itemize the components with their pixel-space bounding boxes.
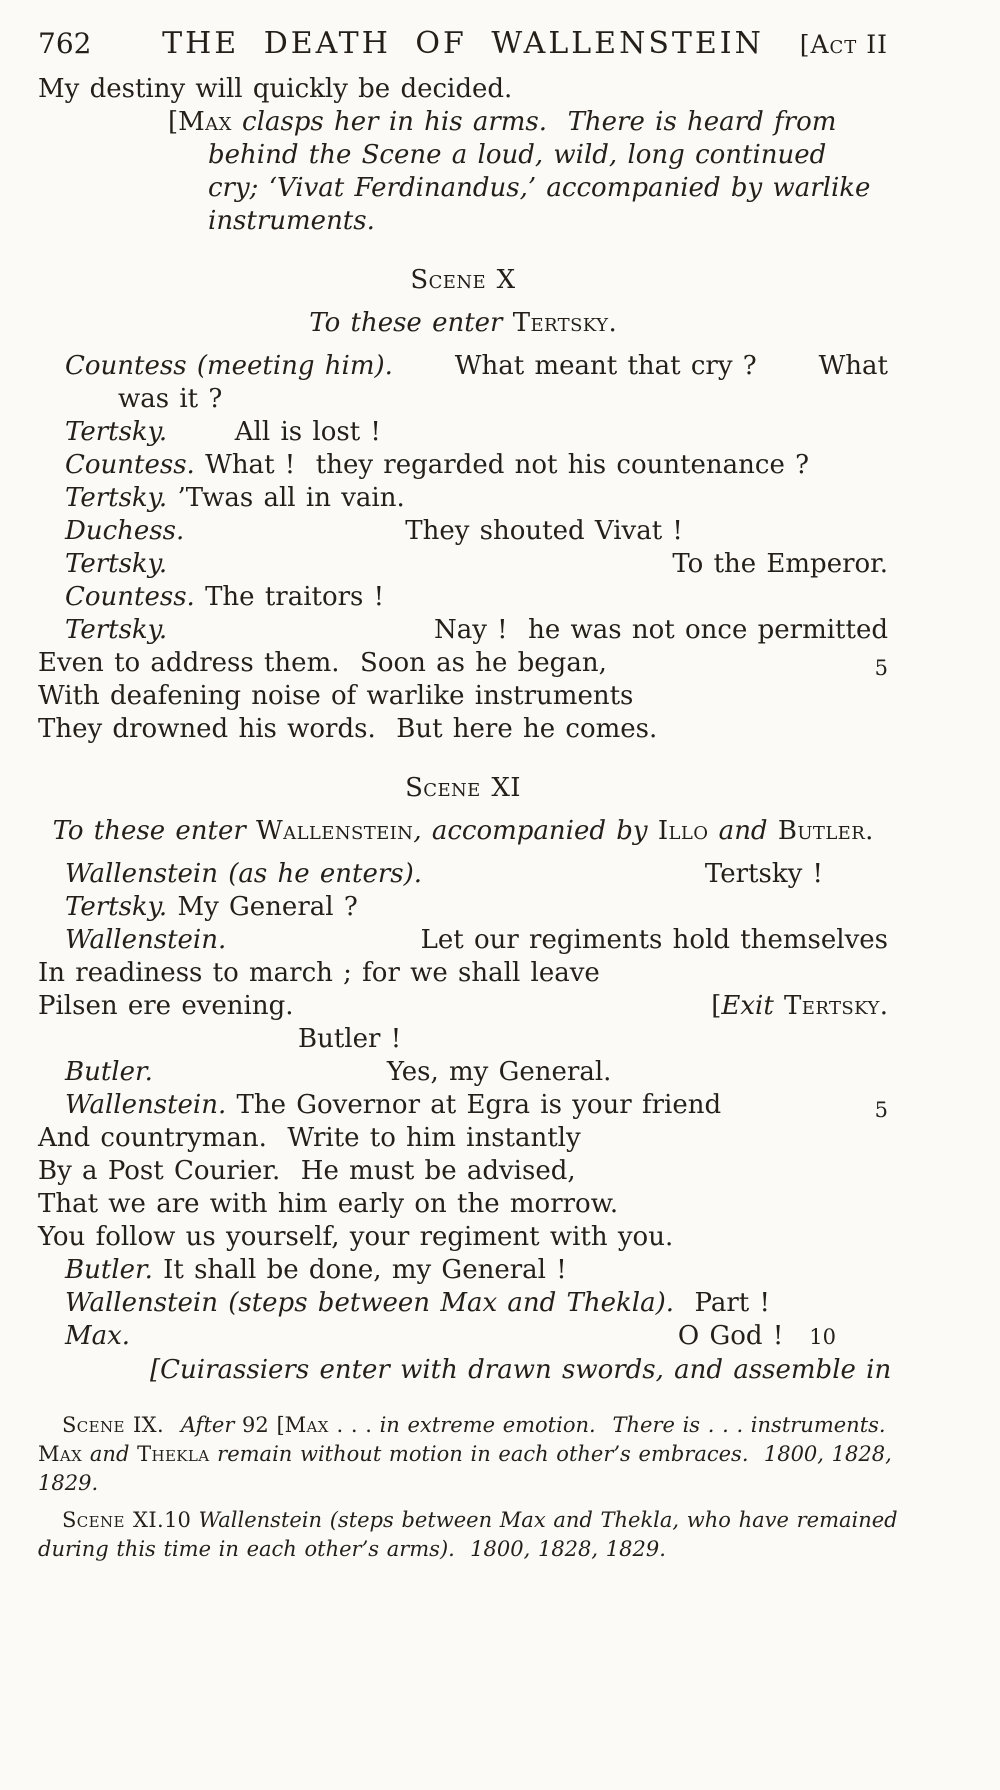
text-segment: Thekla [137,1442,210,1466]
text-line [38,1287,888,1320]
text-segment: Tertsky ! [704,859,823,889]
text-line [38,924,888,957]
text-segment: All is lost ! [234,417,381,447]
text-segment: To these enter [52,816,257,846]
text-segment: [ [711,991,722,1021]
text-segment: and [708,816,778,846]
text-line [38,73,888,106]
text-segment: and [82,1442,138,1466]
text-segment: 1829. [38,1471,99,1495]
text-segment: What ! they regarded not his countenance ? [194,450,810,480]
text-segment: Even to address them. Soon as he began, [38,648,607,678]
text-segment: My destiny will quickly be decided. [38,74,513,104]
text-segment: instruments. [208,206,375,236]
text-segment: After [180,1413,243,1437]
text-line [38,891,888,924]
text-line [38,614,888,647]
text-segment: Let our regiments hold themselves [420,925,888,955]
text-segment: In readiness to march ; for we shall leave [38,958,600,988]
text-segment: Tertsky. [65,549,168,579]
text-segment: during this time in each other’s arms). 1800, 1828, 1829. [38,1537,666,1561]
text-segment: [Cuirassiers enter with drawn swords, and assemble in [150,1355,892,1385]
stage-direction [38,139,888,172]
footnote-line [38,1535,888,1564]
text-segment: They drowned his words. But here he comes. [38,714,658,744]
text-segment: With deafening noise of warlike instruments [38,681,634,711]
text-line [38,482,888,515]
footnotes [38,1411,898,1564]
text-segment: You follow us yourself, your regiment with you. [38,1222,674,1252]
text-segment: Tertsky. [65,615,168,645]
text-line [38,1089,888,1122]
text-segment: was it ? [118,384,223,414]
stage-direction [38,172,888,205]
text-segment: Illo [657,816,709,846]
text-segment: Tertsky. [65,483,168,513]
text-segment: Duchess. [65,516,185,546]
text-segment: By a Post Courier. He must be advised, [38,1156,576,1186]
text-segment: That we are with him early on the morrow. [38,1189,619,1219]
scene-heading [38,772,888,805]
text-segment: 10 [164,1508,199,1532]
text-segment: behind the Scene a loud, wild, long continued [208,140,827,170]
text-line [38,1188,888,1221]
text-line [38,957,888,990]
text-segment: Tertsky [512,308,609,338]
text-line [38,515,888,548]
text-segment: ’Twas all in vain. [167,483,405,513]
text-segment: Part ! [673,1288,770,1318]
text-line [38,713,888,746]
text-line [38,350,888,383]
text-line [38,1254,888,1287]
text-segment: Wallenstein. [65,925,227,955]
text-segment: Max [284,1413,329,1437]
act-indicator: [Act II [799,30,888,59]
text-segment: To the Emperor. [672,549,888,579]
text-segment: Countess. [65,450,195,480]
text-segment: Wallenstein. [65,1090,227,1120]
text-segment: . [608,308,617,338]
text-segment: Max. [65,1321,131,1351]
text-segment: There is . . . instruments. [612,1413,886,1437]
text-segment: What [818,351,888,381]
text-line [38,581,888,614]
text-segment: Scene X [410,265,516,295]
text-line [38,1056,888,1089]
verse-line-number: 5 [874,1098,888,1122]
stage-direction [38,1354,892,1387]
text-segment: The Governor at Egra is your friend [226,1090,722,1120]
footnote-line [38,1506,898,1535]
running-title: THE DEATH OF WALLENSTEIN [162,26,764,61]
text-line [38,416,888,449]
text-segment: Butler. [65,1255,153,1285]
text-line [38,990,888,1023]
text-segment: 92 [ [242,1413,285,1437]
text-segment: accompanied by [431,816,658,846]
verse-line-number: 5 [874,656,888,680]
stage-direction [38,205,888,238]
text-segment: Wallenstein (as he enters). [65,859,423,889]
text-segment: , [413,816,432,846]
text-segment: Scene XI. [62,1508,165,1532]
page-number: 762 [38,27,92,60]
text-segment: Tertsky. [65,892,168,922]
text-line [38,383,888,416]
text-segment: Max [38,1442,83,1466]
stage-direction [38,106,888,139]
text-line [38,1155,888,1188]
text-segment: To these enter [309,308,513,338]
text-line [38,1221,888,1254]
text-segment: Countess (meeting him). [65,351,393,381]
text-segment: Butler ! [298,1024,402,1054]
text-line [38,1122,888,1155]
body-text [38,73,892,1387]
text-segment: Scene IX. [62,1413,165,1437]
text-segment: O God ! [677,1321,784,1351]
text-segment: Nay ! he was not once permitted [433,615,888,645]
text-segment: Butler [777,816,866,846]
scene-subheading [38,815,888,848]
text-segment: Yes, my General. [386,1057,612,1087]
text-line [38,1023,888,1056]
text-segment: Tertsky [784,991,880,1021]
text-segment: Exit [721,991,785,1021]
page-header [38,26,888,61]
text-segment: And countryman. Write to him instantly [38,1123,581,1153]
text-line [38,647,888,680]
text-line [38,1320,888,1354]
text-segment: Butler. [65,1057,153,1087]
text-segment: in extreme emotion. [379,1413,596,1437]
footnote-line [38,1440,892,1469]
text-segment: Max [178,107,232,137]
text-segment: Wallenstein [256,816,414,846]
text-segment: Wallenstein (steps between Max and Thekla). [65,1288,674,1318]
text-segment: Wallenstein (steps between Max and Thekla, who have remained [198,1508,898,1532]
text-segment: . [879,991,888,1021]
text-line [38,858,888,891]
text-segment: . [865,816,874,846]
text-segment: The traitors ! [194,582,385,612]
text-segment: remain without motion in each other’s embraces. 1800, 1828, [209,1442,892,1466]
text-line [38,548,888,581]
text-segment: clasps her in his arms. There is heard from [231,107,837,137]
text-segment: Pilsen ere evening. [38,991,294,1021]
text-segment: What meant that cry ? [454,351,757,381]
text-segment: Countess. [65,582,195,612]
text-segment: It shall be done, my General ! [152,1255,567,1285]
scene-heading [38,264,888,297]
text-line [38,680,888,713]
text-segment: They shouted Vivat ! [405,516,683,546]
text-segment: Tertsky. [65,417,168,447]
text-segment: cry; ‘Vivat Ferdinandus,’ accompanied by warlike [208,173,871,203]
text-line [38,449,888,482]
text-segment: 10 [809,1325,836,1349]
text-segment: . . . [328,1413,380,1437]
text-segment: My General ? [167,892,358,922]
footnote-line [38,1411,888,1440]
text-segment: Scene XI [405,773,521,803]
scene-subheading [38,307,888,340]
footnote-line [38,1469,888,1498]
text-segment: [ [168,107,179,137]
